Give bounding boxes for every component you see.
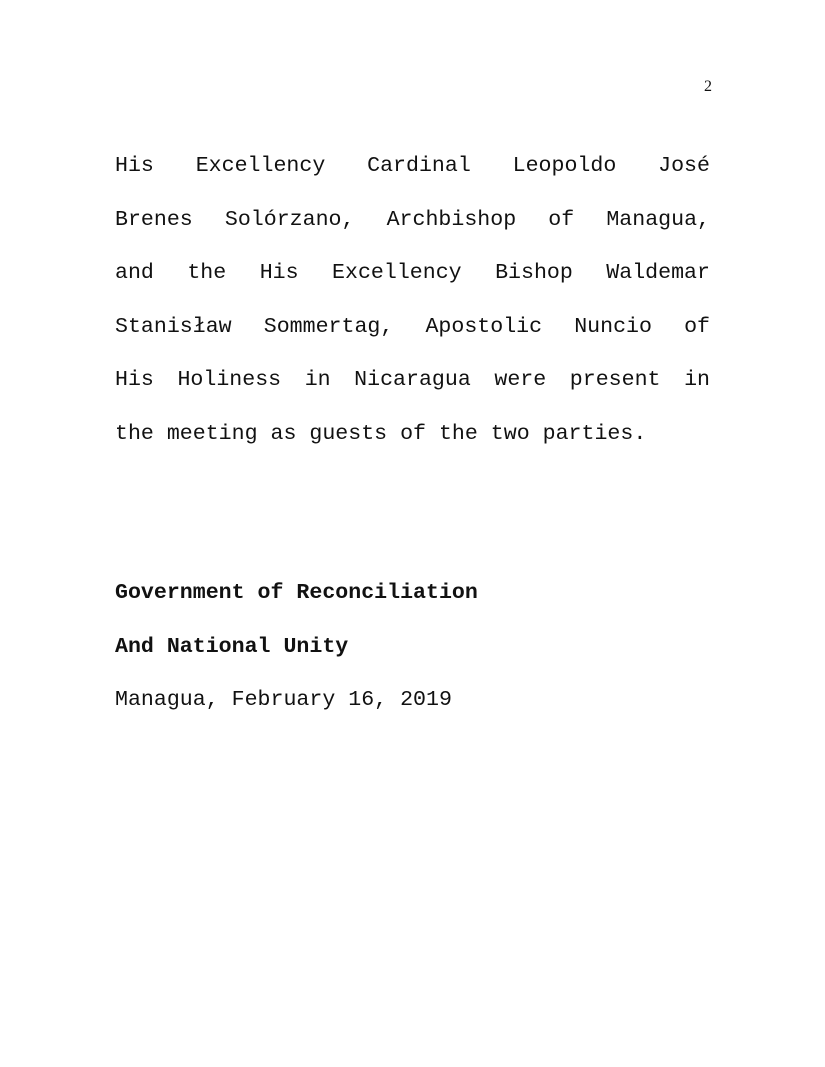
word: Apostolic — [425, 314, 543, 339]
page-number: 2 — [704, 78, 712, 95]
word: Nuncio — [574, 314, 652, 339]
word: His — [115, 154, 154, 178]
signature-block — [115, 575, 710, 736]
paragraph-line-3 — [115, 254, 710, 308]
word: Holiness — [177, 368, 282, 393]
word: His — [259, 261, 299, 286]
word: Archbishop — [386, 207, 517, 232]
word: Leopoldo — [512, 154, 617, 178]
place-and-date: Managua, February 16, 2019 — [115, 688, 452, 713]
word: the — [187, 261, 227, 286]
word: Waldemar — [606, 261, 710, 286]
signature-title-line-1: Government of Reconciliation — [115, 581, 478, 605]
word: and — [115, 261, 154, 286]
word: in — [684, 368, 710, 393]
paragraph-line-4 — [115, 308, 710, 362]
paragraph-line-6: the meeting as guests of the two parties. — [115, 421, 647, 446]
word: present — [569, 368, 661, 393]
word: Cardinal — [367, 154, 471, 178]
word: Sommertag, — [263, 314, 394, 339]
signature-title-line-2: And National Unity — [115, 634, 349, 659]
word: Brenes — [115, 207, 193, 232]
paragraph-line-5 — [115, 361, 710, 415]
word: Managua, — [606, 207, 710, 232]
word: were — [494, 368, 547, 393]
paragraph-line-1 — [115, 147, 710, 201]
paragraph-line-2 — [115, 201, 710, 255]
word: His — [115, 368, 154, 393]
word: Stanisław — [115, 314, 232, 339]
word: Solórzano, — [224, 207, 355, 232]
word: in — [304, 368, 331, 393]
word: Excellency — [195, 154, 326, 178]
word: Nicaragua — [354, 368, 471, 393]
word: of — [548, 207, 575, 232]
word: Bishop — [495, 261, 573, 286]
word: of — [684, 314, 710, 339]
word: José — [658, 154, 710, 178]
main-paragraph — [115, 147, 710, 469]
word: Excellency — [332, 261, 462, 286]
